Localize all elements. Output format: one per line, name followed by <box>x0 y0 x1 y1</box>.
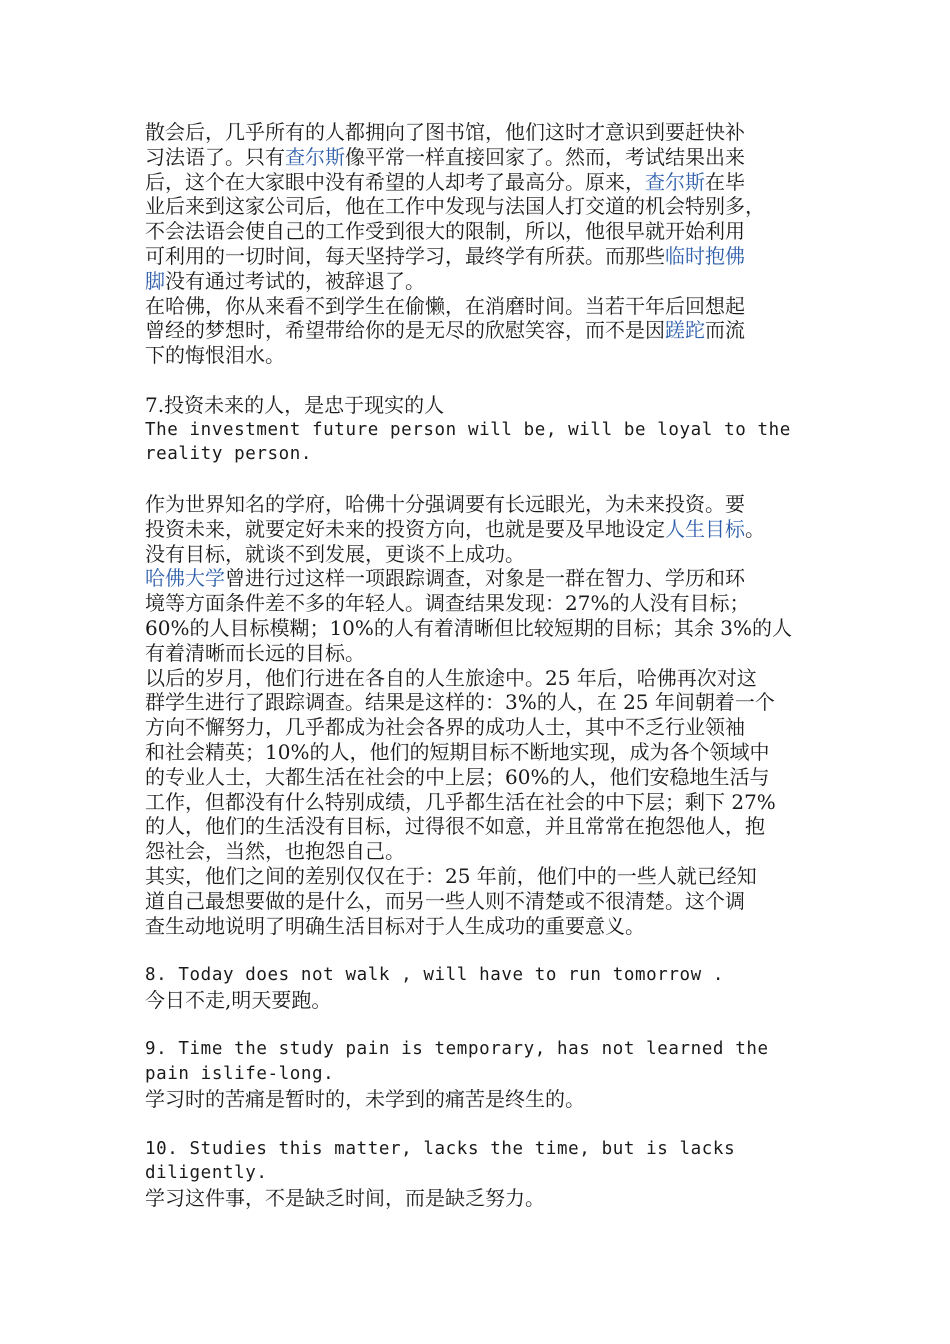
text-segment: 的专业人士，大都生活在社会的中上层；60%的人，他们安稳地生活与 <box>145 764 770 789</box>
text-segment: The investment future person will be, will be loyal to the <box>145 419 791 440</box>
text-line <box>145 1186 825 1211</box>
text-line <box>145 170 825 195</box>
text-segment: 下的悔恨泪水。 <box>145 343 285 368</box>
text-line <box>145 120 825 145</box>
text-segment: 有着清晰而长远的目标。 <box>145 640 365 665</box>
blank-line <box>145 1112 825 1137</box>
text-segment: 其实，他们之间的差别仅仅在于：25 年前，他们中的一些人就已经知 <box>145 863 757 888</box>
text-segment: 的人，他们的生活没有目标，过得很不如意，并且常常在抱怨他人，抱 <box>145 814 765 839</box>
blank-line <box>145 368 825 393</box>
text-line <box>145 194 825 219</box>
text-line <box>145 591 825 616</box>
text-segment: 方向不懈努力，几乎都成为社会各界的成功人士，其中不乏行业领袖 <box>145 715 745 740</box>
text-line <box>145 814 825 839</box>
english-text-line <box>145 442 825 467</box>
text-line <box>145 1087 825 1112</box>
text-segment: 不会法语会使自己的工作受到很大的限制，所以，他很早就开始利用 <box>145 219 745 244</box>
text-line <box>145 765 825 790</box>
text-line <box>145 889 825 914</box>
text-segment: 工作，但都没有什么特别成绩，几乎都生活在社会的中下层；剩下 27% <box>145 789 776 814</box>
text-segment: 7.投资未来的人，是忠于现实的人 <box>145 392 445 417</box>
text-segment: 和社会精英；10%的人，他们的短期目标不断地实现，成为各个领域中 <box>145 739 770 764</box>
text-segment: reality person. <box>145 444 313 465</box>
text-segment: 业后来到这家公司后，他在工作中发现与法国人打交道的机会特别多， <box>145 194 765 219</box>
text-line <box>145 145 825 170</box>
text-segment: 后，这个在大家眼中没有希望的人却考了最高分。原来， <box>145 169 645 194</box>
text-segment: 投资未来，就要定好未来的投资方向，也就是要及早地设定 <box>145 516 665 541</box>
english-text-line <box>145 1062 825 1087</box>
blank-line <box>145 1013 825 1038</box>
text-segment: 散会后，几乎所有的人都拥向了图书馆，他们这时才意识到要赶快补 <box>145 120 745 144</box>
text-segment: 10. Studies this matter, lacks the time, but is lacks <box>145 1138 736 1159</box>
text-segment: 可利用的一切时间，每天坚持学习，最终学有所获。而那些 <box>145 243 665 268</box>
text-segment: 。 <box>745 516 765 541</box>
text-line <box>145 715 825 740</box>
hyperlink[interactable]: 查尔斯 <box>285 144 345 169</box>
text-line <box>145 294 825 319</box>
english-text-line <box>145 1137 825 1162</box>
text-line <box>145 864 825 889</box>
text-segment: 60%的人目标模糊；10%的人有着清晰但比较短期的目标；其余 3%的人 <box>145 615 792 640</box>
text-line <box>145 988 825 1013</box>
text-line <box>145 318 825 343</box>
text-line <box>145 690 825 715</box>
text-line <box>145 641 825 666</box>
text-segment: pain islife-long. <box>145 1064 335 1085</box>
text-segment: 9. Time the study pain is temporary, has not learned the <box>145 1039 769 1060</box>
text-line <box>145 244 825 269</box>
text-segment: 在毕 <box>705 169 745 194</box>
text-line <box>145 393 825 418</box>
text-line <box>145 542 825 567</box>
hyperlink[interactable]: 哈佛大学 <box>145 566 225 591</box>
text-segment: 习法语了。只有 <box>145 144 285 169</box>
text-segment: 没有目标，就谈不到发展，更谈不上成功。 <box>145 541 525 566</box>
hyperlink[interactable]: 临时抱佛 <box>665 243 745 268</box>
hyperlink[interactable]: 人生目标 <box>665 516 745 541</box>
text-segment: 而流 <box>705 318 745 343</box>
text-line <box>145 740 825 765</box>
text-segment: 今日不走,明天要跑。 <box>145 987 332 1012</box>
blank-line <box>145 467 825 492</box>
text-segment: 在哈佛，你从来看不到学生在偷懒，在消磨时间。当若干年后回想起 <box>145 293 745 318</box>
text-segment: 群学生进行了跟踪调查。结果是这样的：3%的人，在 25 年间朝着一个 <box>145 690 775 715</box>
text-segment: 境等方面条件差不多的年轻人。调查结果发现：27%的人没有目标； <box>145 591 750 616</box>
english-text-line <box>145 1161 825 1186</box>
text-line <box>145 790 825 815</box>
text-line <box>145 492 825 517</box>
english-text-line <box>145 1037 825 1062</box>
text-line <box>145 616 825 641</box>
text-line <box>145 517 825 542</box>
text-segment: 学习这件事，不是缺乏时间，而是缺乏努力。 <box>145 1186 545 1211</box>
text-line <box>145 666 825 691</box>
text-line <box>145 566 825 591</box>
text-line <box>145 269 825 294</box>
text-segment: 作为世界知名的学府，哈佛十分强调要有长远眼光，为未来投资。要 <box>145 491 745 516</box>
text-segment: 8. Today does not walk , will have to run tomorrow . <box>145 965 725 986</box>
english-text-line <box>145 963 825 988</box>
hyperlink[interactable]: 脚 <box>145 268 165 293</box>
blank-line <box>145 938 825 963</box>
text-segment: diligently. <box>145 1163 268 1184</box>
english-text-line <box>145 418 825 443</box>
text-segment: 曾经的梦想时，希望带给你的是无尽的欣慰笑容，而不是因 <box>145 318 665 343</box>
document-page <box>145 120 825 1211</box>
text-segment: 怨社会，当然，也抱怨自己。 <box>145 839 405 864</box>
text-segment: 没有通过考试的，被辞退了。 <box>165 268 425 293</box>
text-segment: 道自己最想要做的是什么，而另一些人则不清楚或不很清楚。这个调 <box>145 888 745 913</box>
text-segment: 学习时的苦痛是暂时的，未学到的痛苦是终生的。 <box>145 1087 585 1112</box>
text-segment: 曾进行过这样一项跟踪调查，对象是一群在智力、学历和环 <box>225 566 745 591</box>
hyperlink[interactable]: 查尔斯 <box>645 169 705 194</box>
text-segment: 以后的岁月，他们行进在各自的人生旅途中。25 年后，哈佛再次对这 <box>145 665 757 690</box>
text-line <box>145 839 825 864</box>
hyperlink[interactable]: 蹉跎 <box>665 318 705 343</box>
text-line <box>145 343 825 368</box>
text-segment: 查生动地说明了明确生活目标对于人生成功的重要意义。 <box>145 913 645 938</box>
text-segment: 像平常一样直接回家了。然而，考试结果出来 <box>345 144 745 169</box>
text-line <box>145 219 825 244</box>
text-line <box>145 914 825 939</box>
